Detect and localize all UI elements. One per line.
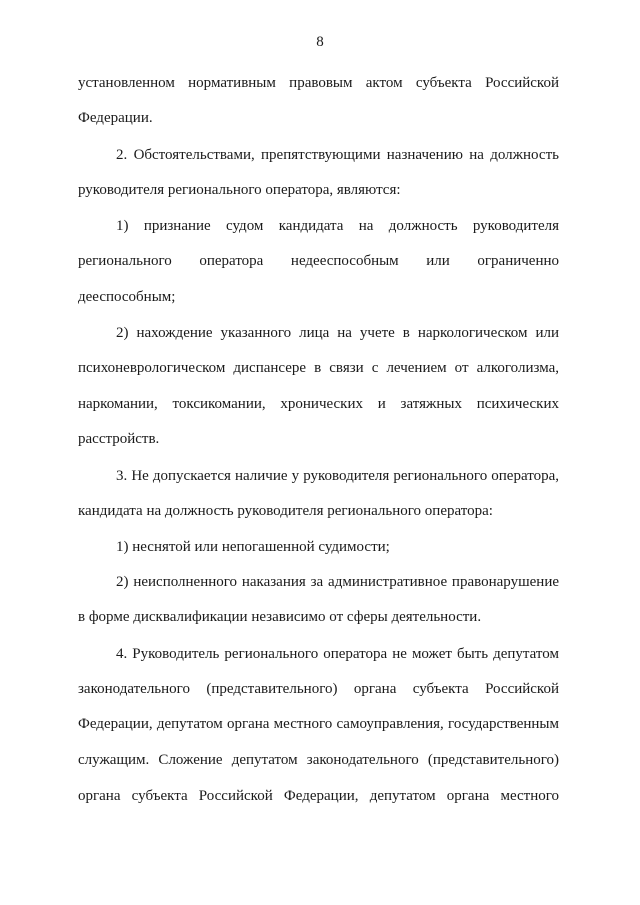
text-line: психоневрологическом диспансере в связи с лечением от алкоголизма, — [78, 360, 559, 376]
text-line: расстройств. — [78, 431, 160, 447]
text-line: Федерации. — [78, 110, 153, 126]
text-line: 3. Не допускается наличие у руководителя регионального оператора, — [116, 468, 559, 484]
text-line: регионального оператора недееспособным или ограниченно — [78, 253, 559, 269]
text-line: установленном нормативным правовым актом субъекта Российской — [78, 75, 559, 91]
text-line: 2. Обстоятельствами, препятствующими назначению на должность — [116, 147, 559, 163]
text-line: в форме дисквалификации независимо от сферы деятельности. — [78, 609, 482, 625]
text-line: служащим. Сложение депутатом законодательного (представительного) — [78, 752, 559, 768]
text-line: 1) неснятой или непогашенной судимости; — [116, 539, 390, 555]
text-line: 1) признание судом кандидата на должность руководителя — [116, 218, 559, 234]
text-line: кандидата на должность руководителя регионального оператора: — [78, 503, 493, 519]
text-line: органа субъекта Российской Федерации, депутатом органа местного — [78, 788, 559, 804]
text-line: дееспособным; — [78, 289, 176, 305]
text-line: 2) нахождение указанного лица на учете в наркологическом или — [116, 325, 559, 341]
page-number: 8 — [316, 34, 324, 50]
text-line: наркомании, токсикомании, хронических и затяжных психических — [78, 396, 559, 412]
text-line: руководителя регионального оператора, являются: — [78, 182, 401, 198]
text-line: 4. Руководитель регионального оператора не может быть депутатом — [116, 646, 559, 662]
text-line: законодательного (представительного) органа субъекта Российской — [78, 681, 559, 697]
text-line: Федерации, депутатом органа местного самоуправления, государственным — [78, 716, 559, 732]
text-line: 2) неисполненного наказания за административное правонарушение — [116, 574, 559, 590]
